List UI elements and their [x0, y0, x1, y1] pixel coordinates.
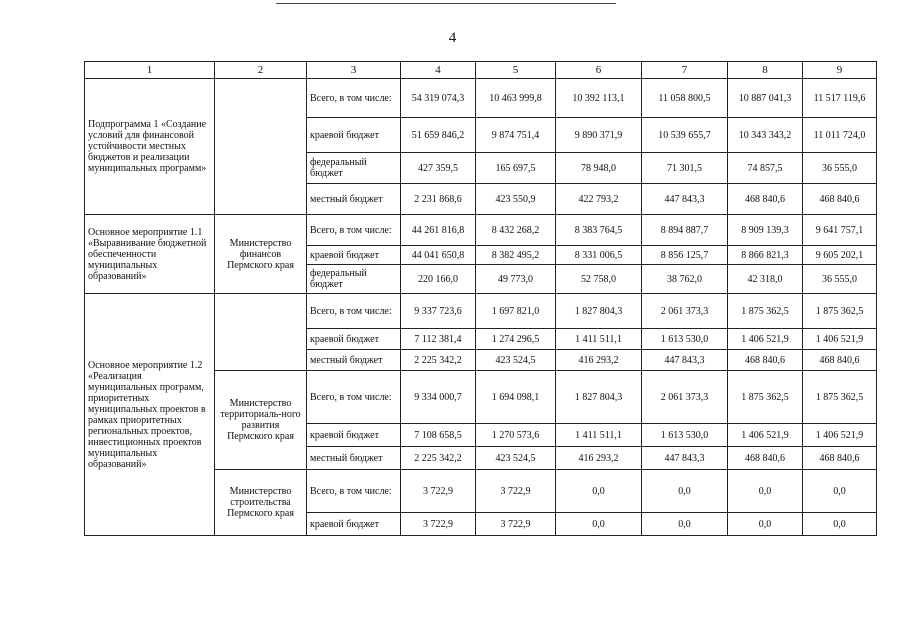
funding-source: местный бюджет [307, 350, 401, 371]
amount-cell: 1 875 362,5 [803, 294, 877, 329]
column-header: 5 [476, 62, 556, 79]
amount-cell: 1 827 804,3 [556, 294, 642, 329]
amount-cell: 1 411 511,1 [556, 424, 642, 447]
amount-cell: 7 108 658,5 [401, 424, 476, 447]
amount-cell: 3 722,9 [476, 470, 556, 513]
funding-source: краевой бюджет [307, 246, 401, 265]
amount-cell: 71 301,5 [642, 153, 728, 184]
amount-cell: 1 406 521,9 [728, 424, 803, 447]
funding-source: местный бюджет [307, 447, 401, 470]
amount-cell: 1 827 804,3 [556, 371, 642, 424]
amount-cell: 42 318,0 [728, 265, 803, 294]
amount-cell: 9 874 751,4 [476, 118, 556, 153]
amount-cell: 468 840,6 [803, 350, 877, 371]
funding-source: краевой бюджет [307, 329, 401, 350]
amount-cell: 10 887 041,3 [728, 79, 803, 118]
amount-cell: 468 840,6 [803, 447, 877, 470]
amount-cell: 9 890 371,9 [556, 118, 642, 153]
program-name: Подпрограмма 1 «Создание условий для финансовой устойчивости местных бюджетов и реализации муниципальных программ» [85, 79, 215, 215]
amount-cell: 416 293,2 [556, 350, 642, 371]
amount-cell: 447 843,3 [642, 447, 728, 470]
amount-cell: 220 166,0 [401, 265, 476, 294]
amount-cell: 422 793,2 [556, 184, 642, 215]
amount-cell: 1 274 296,5 [476, 329, 556, 350]
amount-cell: 78 948,0 [556, 153, 642, 184]
amount-cell: 0,0 [728, 513, 803, 536]
executor-name: Министерство строительства Пермского края [215, 470, 307, 536]
funding-source: федеральный бюджет [307, 265, 401, 294]
amount-cell: 9 641 757,1 [803, 215, 877, 246]
amount-cell: 1 406 521,9 [803, 329, 877, 350]
amount-cell: 1 613 530,0 [642, 329, 728, 350]
amount-cell: 1 411 511,1 [556, 329, 642, 350]
funding-source: Всего, в том числе: [307, 470, 401, 513]
amount-cell: 10 392 113,1 [556, 79, 642, 118]
amount-cell: 11 058 800,5 [642, 79, 728, 118]
column-header: 2 [215, 62, 307, 79]
amount-cell: 1 406 521,9 [803, 424, 877, 447]
funding-source: Всего, в том числе: [307, 294, 401, 329]
amount-cell: 8 432 268,2 [476, 215, 556, 246]
amount-cell: 2 225 342,2 [401, 447, 476, 470]
amount-cell: 10 539 655,7 [642, 118, 728, 153]
amount-cell: 2 061 373,3 [642, 371, 728, 424]
column-header: 9 [803, 62, 877, 79]
amount-cell: 0,0 [728, 470, 803, 513]
amount-cell: 0,0 [803, 513, 877, 536]
funding-source: Всего, в том числе: [307, 215, 401, 246]
funding-source: Всего, в том числе: [307, 79, 401, 118]
executor-name: Министерство финансов Пермского края [215, 215, 307, 294]
amount-cell: 8 383 764,5 [556, 215, 642, 246]
amount-cell: 1 875 362,5 [803, 371, 877, 424]
amount-cell: 8 382 495,2 [476, 246, 556, 265]
amount-cell: 423 524,5 [476, 447, 556, 470]
amount-cell: 468 840,6 [728, 184, 803, 215]
amount-cell: 468 840,6 [728, 447, 803, 470]
amount-cell: 11 517 119,6 [803, 79, 877, 118]
amount-cell: 423 524,5 [476, 350, 556, 371]
amount-cell: 10 343 343,2 [728, 118, 803, 153]
funding-source: краевой бюджет [307, 424, 401, 447]
table-row [85, 79, 877, 118]
funding-source: краевой бюджет [307, 118, 401, 153]
amount-cell: 423 550,9 [476, 184, 556, 215]
amount-cell: 1 875 362,5 [728, 371, 803, 424]
amount-cell: 9 605 202,1 [803, 246, 877, 265]
amount-cell: 8 866 821,3 [728, 246, 803, 265]
amount-cell: 74 857,5 [728, 153, 803, 184]
column-header: 4 [401, 62, 476, 79]
amount-cell: 38 762,0 [642, 265, 728, 294]
header-row [85, 62, 877, 79]
column-header: 1 [85, 62, 215, 79]
amount-cell: 3 722,9 [401, 470, 476, 513]
amount-cell: 44 041 650,8 [401, 246, 476, 265]
program-name: Основное мероприятие 1.1 «Выравнивание бюджетной обеспеченности муниципальных образований» [85, 215, 215, 294]
amount-cell: 51 659 846,2 [401, 118, 476, 153]
amount-cell: 447 843,3 [642, 350, 728, 371]
amount-cell: 3 722,9 [476, 513, 556, 536]
amount-cell: 1 875 362,5 [728, 294, 803, 329]
amount-cell: 10 463 999,8 [476, 79, 556, 118]
amount-cell: 8 856 125,7 [642, 246, 728, 265]
table-row [85, 215, 877, 246]
amount-cell: 11 011 724,0 [803, 118, 877, 153]
amount-cell: 49 773,0 [476, 265, 556, 294]
amount-cell: 36 555,0 [803, 153, 877, 184]
amount-cell: 1 697 821,0 [476, 294, 556, 329]
table-row [85, 294, 877, 329]
amount-cell: 0,0 [803, 470, 877, 513]
amount-cell: 9 337 723,6 [401, 294, 476, 329]
amount-cell: 36 555,0 [803, 265, 877, 294]
budget-table [84, 61, 877, 536]
program-name: Основное мероприятие 1.2 «Реализация муниципальных программ, приоритетных муниципальных проектов в рамках приоритетных региональных проектов, инвестиционных проектов муниципальных образований» [85, 294, 215, 536]
page-number: 4 [448, 30, 457, 46]
funding-source: Всего, в том числе: [307, 371, 401, 424]
amount-cell: 447 843,3 [642, 184, 728, 215]
amount-cell: 0,0 [642, 470, 728, 513]
amount-cell: 52 758,0 [556, 265, 642, 294]
amount-cell: 1 694 098,1 [476, 371, 556, 424]
column-header: 6 [556, 62, 642, 79]
amount-cell: 2 225 342,2 [401, 350, 476, 371]
funding-source: краевой бюджет [307, 513, 401, 536]
executor-name: Министерство территориаль-ного развития Пермского края [215, 371, 307, 470]
amount-cell: 8 331 006,5 [556, 246, 642, 265]
executor-name [215, 294, 307, 371]
amount-cell: 1 613 530,0 [642, 424, 728, 447]
amount-cell: 0,0 [556, 513, 642, 536]
amount-cell: 1 406 521,9 [728, 329, 803, 350]
executor-name [215, 79, 307, 215]
amount-cell: 0,0 [556, 470, 642, 513]
amount-cell: 468 840,6 [803, 184, 877, 215]
amount-cell: 1 270 573,6 [476, 424, 556, 447]
amount-cell: 427 359,5 [401, 153, 476, 184]
amount-cell: 7 112 381,4 [401, 329, 476, 350]
amount-cell: 165 697,5 [476, 153, 556, 184]
top-rule [276, 3, 616, 4]
amount-cell: 468 840,6 [728, 350, 803, 371]
amount-cell: 8 894 887,7 [642, 215, 728, 246]
column-header: 8 [728, 62, 803, 79]
amount-cell: 44 261 816,8 [401, 215, 476, 246]
column-header: 7 [642, 62, 728, 79]
amount-cell: 2 061 373,3 [642, 294, 728, 329]
funding-source: федеральный бюджет [307, 153, 401, 184]
amount-cell: 0,0 [642, 513, 728, 536]
amount-cell: 54 319 074,3 [401, 79, 476, 118]
amount-cell: 2 231 868,6 [401, 184, 476, 215]
amount-cell: 8 909 139,3 [728, 215, 803, 246]
funding-source: местный бюджет [307, 184, 401, 215]
column-header: 3 [307, 62, 401, 79]
amount-cell: 3 722,9 [401, 513, 476, 536]
amount-cell: 9 334 000,7 [401, 371, 476, 424]
amount-cell: 416 293,2 [556, 447, 642, 470]
